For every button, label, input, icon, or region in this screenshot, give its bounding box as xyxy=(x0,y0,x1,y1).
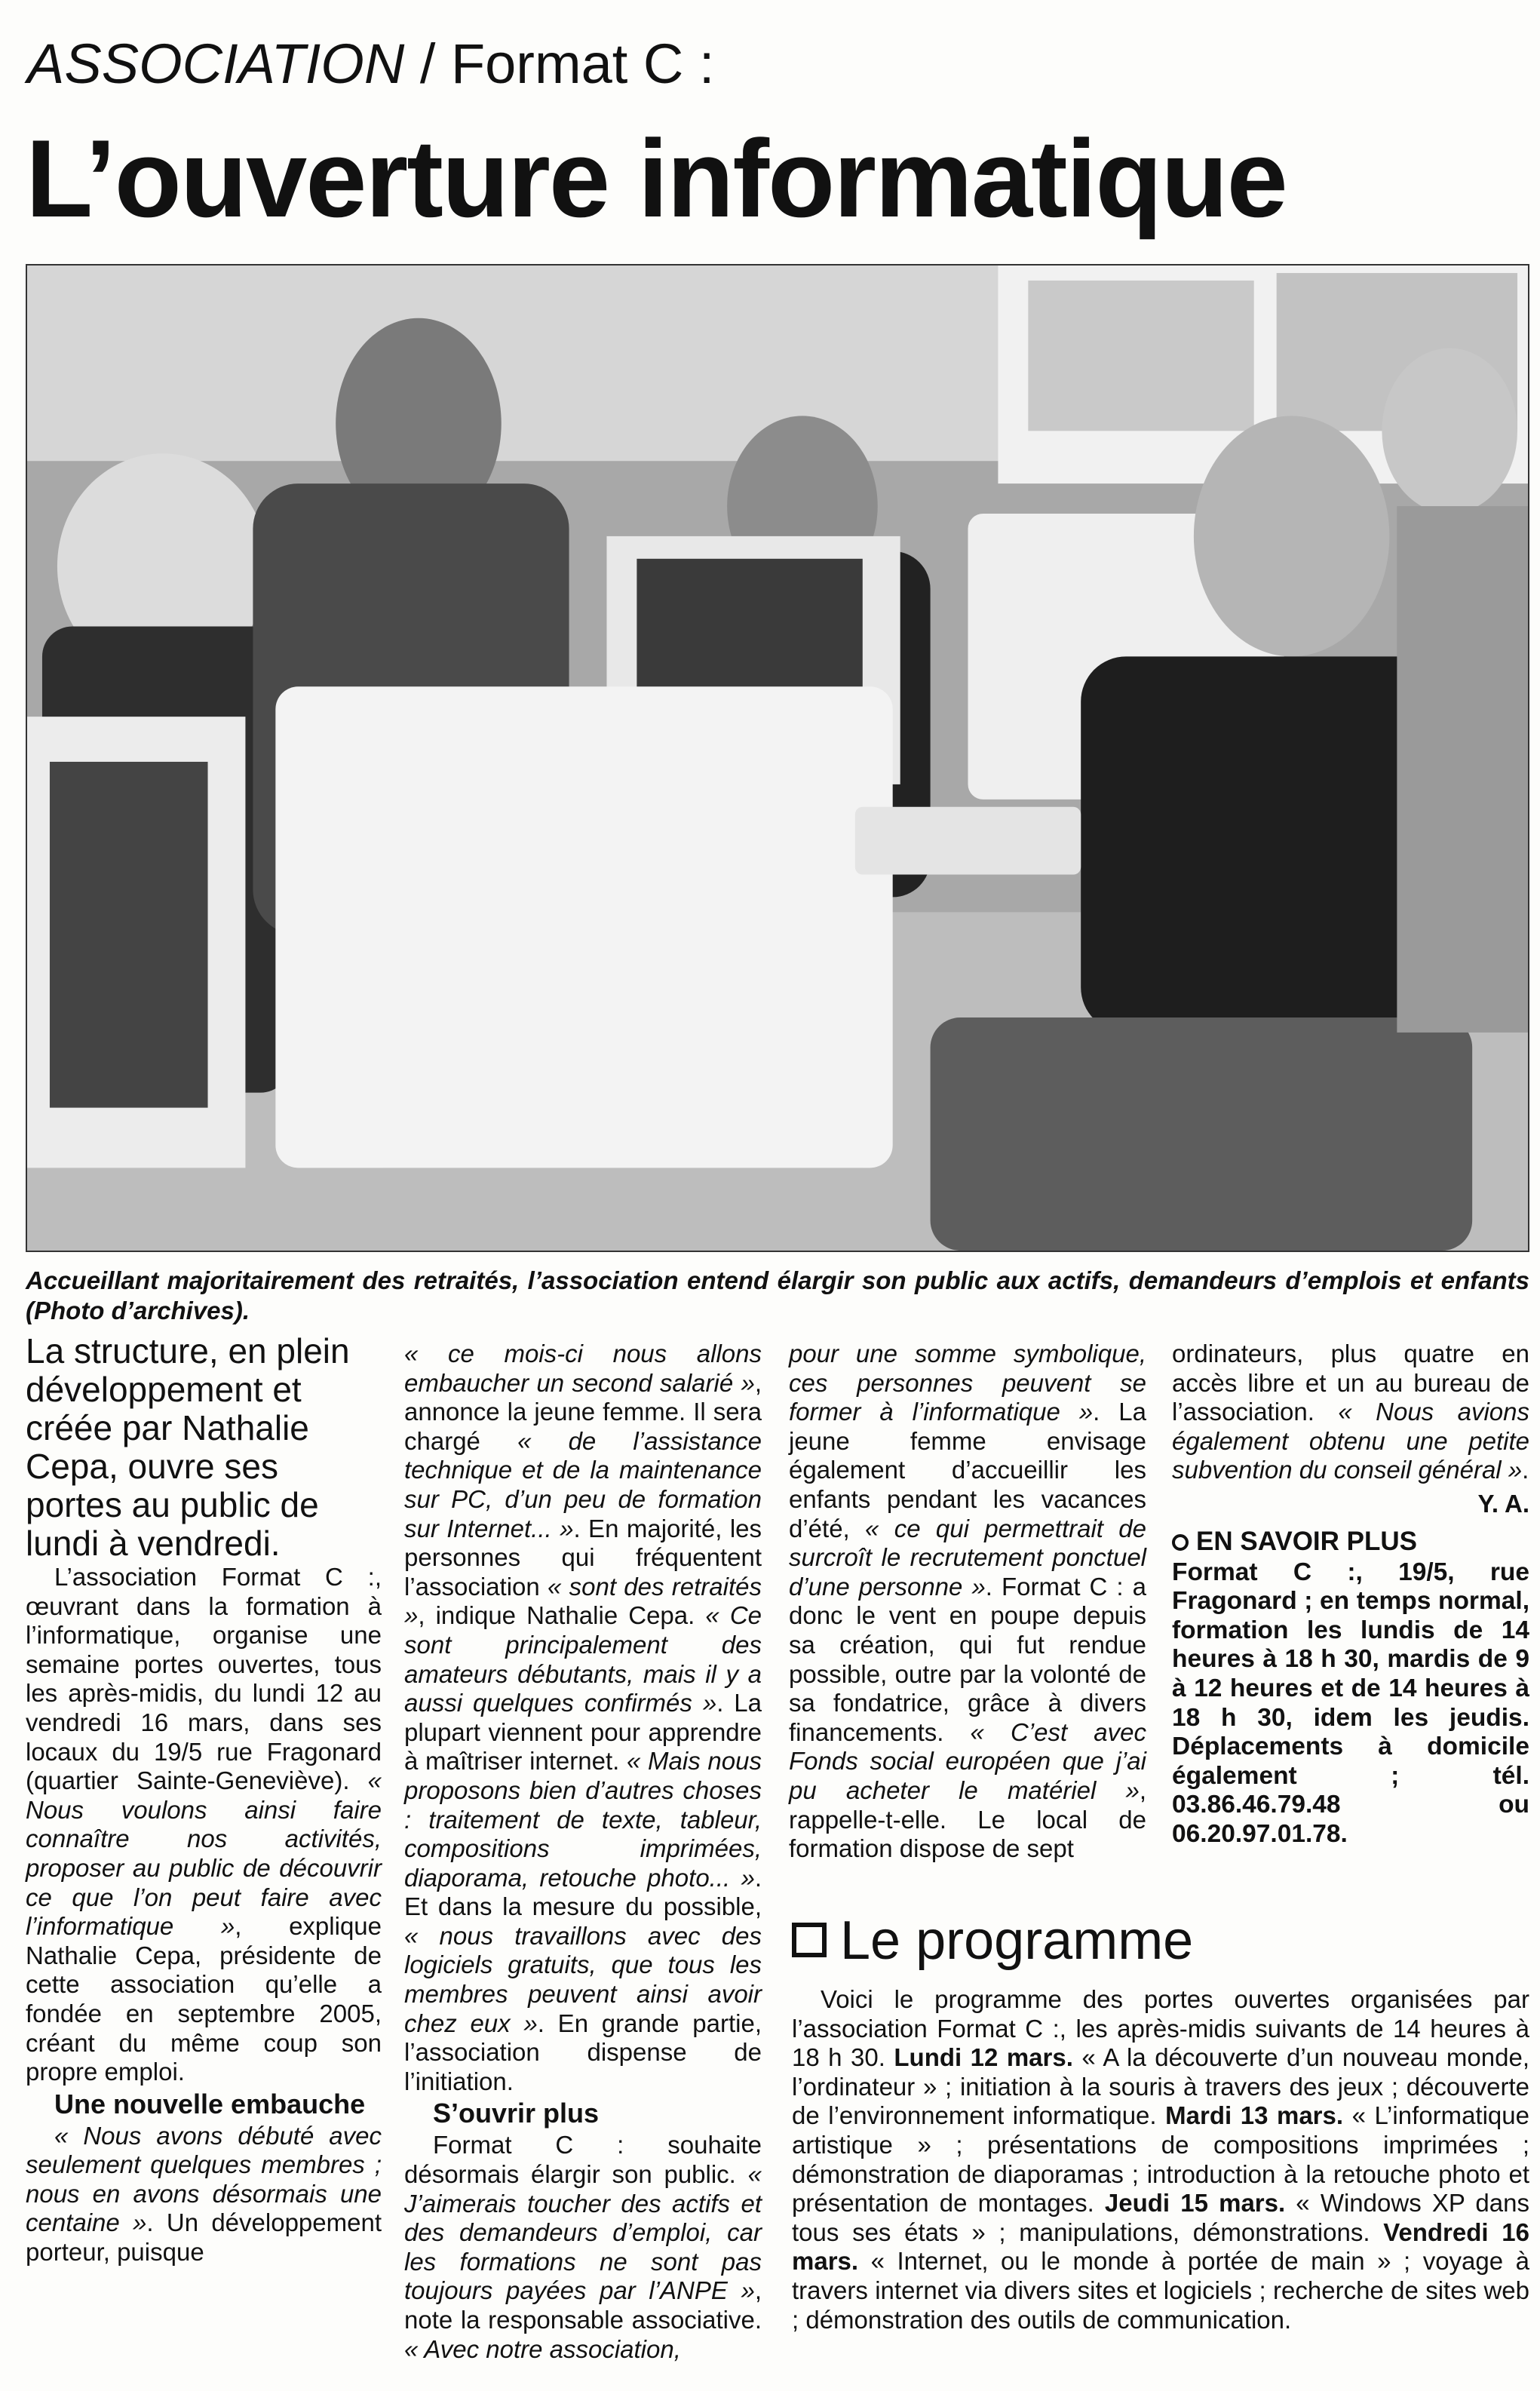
article-photo xyxy=(26,264,1529,1252)
col1-paragraph-2: « Nous avons débuté avec seulement quelques membres ; nous en avons désormais une centaine ». Un développement porteur, puisque xyxy=(26,2121,382,2267)
subhead-souvrir: S’ouvrir plus xyxy=(433,2098,600,2129)
photo-caption: Accueillant majoritairement des retraités, l’association entend élargir son public aux actifs, demandeurs d’emplois et enfants (Photo d’archives). xyxy=(26,1266,1529,1324)
info-box-title: EN SAVOIR PLUS xyxy=(1172,1525,1529,1558)
col2-paragraph-1: « ce mois-ci nous allons embaucher un second salarié », annonce la jeune femme. Il sera chargé « de l’assistance technique et de la maintenance sur PC, d’un peu de formation sur Internet... ». En majorité, les personnes qui fréquentent l’association « sont des retraités », indique Nathalie Cepa. « Ce sont principalement des amateurs débutants, mais il y a aussi quelques confirmés ». La plupart viennent pour apprendre à maîtriser internet. « Mais nous proposons bien d’autres choses : traitement de texte, tableur, compositions imprimées, diaporama, retouche photo... ». Et dans la mesure du possible, « nous travaillons avec des logiciels gratuits, que tous les membres peuvent ainsi avoir chez eux ». En grande partie, l’association dispense de l’initiation. xyxy=(404,1340,762,2095)
article-column-1 xyxy=(26,1332,382,2267)
col4-paragraph-1: ordinateurs, plus quatre en accès libre et un au bureau de l’association. « Nous avions également obtenu une petite subvention du conseil général ». xyxy=(1172,1340,1529,1484)
col2-paragraph-2: Format C : souhaite désormais élargir son public. « J’aimerais toucher des actifs et des demandeurs d’emploi, car les formations ne sont pas toujours payées par l’ANPE », note la responsable associative. « Avec notre association, xyxy=(404,2131,762,2363)
article-column-3 xyxy=(789,1340,1146,1864)
article-headline: L’ouverture informatique xyxy=(26,117,1287,240)
checkbox-square-icon xyxy=(792,1923,827,1957)
article-column-2 xyxy=(404,1340,762,2364)
author-signature: Y. A. xyxy=(1477,1489,1529,1518)
programme-body xyxy=(792,1985,1529,2334)
col1-paragraph-1: L’association Format C :, œuvrant dans la formation à l’informatique, organise une semaine portes ouvertes, tous les après-midis, du lundi 12 au vendredi 16 mars, dans ses locaux du 19/5 rue Fragonard (quartier Sainte-Geneviève). « Nous voulons ainsi faire connaître nos activités, proposer au public de découvrir ce que l’on peut faire avec l’informatique », explique Nathalie Cepa, présidente de cette association qu’elle a fondée en septembre 2005, créant du même coup son propre emploi. xyxy=(26,1563,382,2086)
article-column-4 xyxy=(1172,1340,1529,1849)
kicker-section: ASSOCIATION xyxy=(27,32,405,95)
circle-bullet-icon xyxy=(1172,1534,1189,1551)
kicker-subject: / Format C : xyxy=(404,32,715,95)
article-kicker xyxy=(27,30,714,98)
photo-illustration xyxy=(27,265,1528,1251)
subhead-embauche: Une nouvelle embauche xyxy=(54,2088,366,2119)
info-box-body: Format C :, 19/5, rue Fragonard ; en temps normal, formation les lundis de 14 heures à 18 h 30, mardis de 9 à 12 heures et de 14 heures à 18 h 30, idem les jeudis. Déplacements à domicile également ; tél. 03.86.46.79.48 ou 06.20.97.01.78. xyxy=(1172,1558,1529,1848)
programme-title: Le programme xyxy=(792,1907,1193,1975)
article-lead: La structure, en plein développement et créée par Nathalie Cepa, ouvre ses portes au public de lundi à vendredi. xyxy=(26,1331,350,1563)
col3-paragraph-1: pour une somme symbolique, ces personnes peuvent se former à l’informatique ». La jeune femme envisage également d’accueillir les enfants pendant les vacances d’été, « ce qui permettrait de surcroît le recrutement ponctuel d’une personne ». Format C : a donc le vent en poupe depuis sa création, qui fut rendue possible, outre par la volonté de sa fondatrice, grâce à divers financements. « C’est avec Fonds social européen que j’ai pu acheter le matériel », rappelle-t-elle. Le local de formation dispose de sept xyxy=(789,1340,1146,1863)
programme-paragraph: Voici le programme des portes ouvertes organisées par l’association Format C :, les après-midis suivants de 14 heures à 18 h 30. Lundi 12 mars. « A la découverte d’un nouveau monde, l’ordinateur » ; initiation à la souris à travers des jeux ; découverte de l’environnement informatique. Mardi 13 mars. « L’informatique artistique » ; présentations de compositions imprimées ; démonstration de diaporamas ; introduction à la retouche photo et présentation de montages. Jeudi 15 mars. « Windows XP dans tous ses états » ; manipulations, démonstrations. Vendredi 16 mars. « Internet, ou le monde à portée de main » ; voyage à travers internet via divers sites et logiciels ; recherche de sites web ; démonstration des outils de communication. xyxy=(792,1985,1529,2334)
